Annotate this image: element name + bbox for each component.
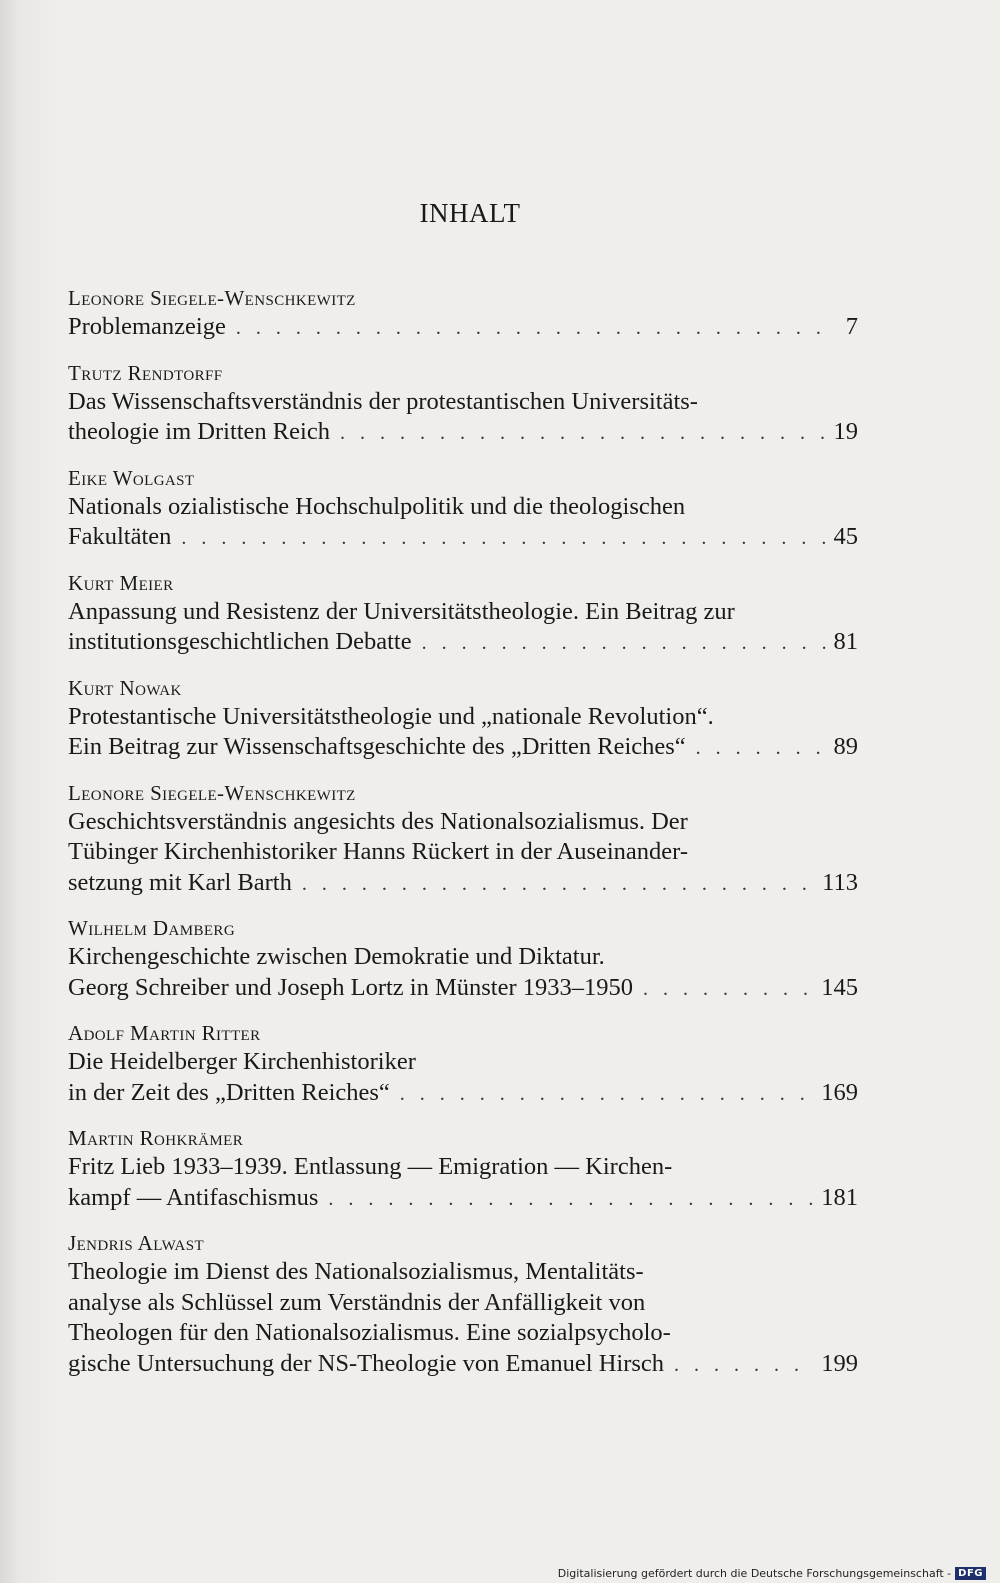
entry-title-text: Problemanzeige — [68, 313, 226, 340]
page-number: 113 — [822, 868, 858, 896]
entry-title-line: Das Wissenschaftsverständnis der protestantischen Universitäts- — [68, 387, 698, 415]
table-of-contents — [68, 284, 858, 1395]
toc-entry — [68, 914, 858, 1004]
entry-title-line: Theologen für den Nationalsozialismus. Eine sozialpsycholo- — [68, 1319, 671, 1346]
entry-author: Kurt Meier — [68, 570, 174, 595]
entry-title-text: Georg Schreiber und Joseph Lortz in Münster 1933–1950 — [68, 973, 633, 1001]
entry-last-line[interactable] — [68, 312, 858, 344]
entry-author: Martin Rohkrämer — [68, 1126, 244, 1150]
entry-title-line: Tübinger Kirchenhistoriker Hanns Rückert in der Auseinander- — [68, 838, 688, 865]
entry-title-text: theologie im Dritten Reich — [68, 418, 330, 445]
toc-entry — [68, 779, 858, 900]
page-number: 145 — [821, 973, 858, 1001]
entry-title-line: Anpassung und Resistenz der Universitätstheologie. Ein Beitrag zur — [68, 597, 735, 625]
entry-author: Adolf Martin Ritter — [68, 1021, 261, 1045]
entry-last-line[interactable] — [68, 1183, 858, 1215]
dot-leader — [696, 733, 828, 764]
dot-leader — [422, 628, 828, 659]
page-title: INHALT — [419, 198, 521, 228]
entry-last-line[interactable] — [68, 417, 858, 449]
dot-leader — [340, 418, 828, 449]
toc-entry — [68, 1229, 858, 1380]
entry-author: Leonore Siegele-Wenschkewitz — [68, 286, 356, 310]
toc-entry — [68, 569, 858, 659]
entry-last-line[interactable] — [68, 868, 858, 900]
entry-last-line[interactable] — [68, 1078, 858, 1110]
dot-leader — [643, 974, 815, 1005]
entry-author: Wilhelm Damberg — [68, 916, 236, 940]
toc-entry — [68, 359, 858, 449]
entry-title-text: setzung mit Karl Barth — [68, 868, 292, 896]
page-number: 7 — [845, 313, 858, 340]
page-number: 45 — [833, 523, 858, 550]
dot-leader — [302, 869, 816, 900]
entry-title-text: institutionsgeschichtlichen Debatte — [68, 628, 412, 655]
entry-last-line[interactable] — [68, 1349, 858, 1381]
entry-title-line: Nationals ozialistische Hochschulpolitik und die theologischen — [68, 492, 686, 520]
entry-last-line[interactable] — [68, 627, 858, 659]
entry-last-line[interactable] — [68, 522, 858, 554]
entry-title-text: Ein Beitrag zur Wissenschaftsgeschichte des „Dritten Reiches“ — [68, 733, 686, 760]
dfg-logo: DFG — [955, 1567, 986, 1580]
digitization-footer — [558, 1567, 986, 1580]
entry-author: Jendris Alwast — [68, 1231, 205, 1255]
entry-title-line: Geschichtsverständnis angesichts des Nationalsozialismus. Der — [68, 807, 688, 835]
entry-author: Leonore Siegele-Wenschkewitz — [68, 780, 356, 805]
toc-entry — [68, 464, 858, 554]
entry-title-line: Die Heidelberger Kirchenhistoriker — [68, 1048, 416, 1075]
dot-leader — [181, 523, 827, 554]
footer-text: Digitalisierung gefördert durch die Deutsche Forschungsgemeinschaft - — [557, 1567, 952, 1580]
dot-leader — [328, 1184, 815, 1215]
entry-author: Kurt Nowak — [68, 675, 182, 700]
page-number: 89 — [833, 733, 858, 760]
entry-title-text: gische Untersuchung der NS-Theologie von Emanuel Hirsch — [68, 1349, 665, 1377]
dot-leader — [674, 1350, 815, 1381]
entry-title-line: Fritz Lieb 1933–1939. Entlassung — Emigration — Kirchen- — [68, 1153, 673, 1180]
entry-title-text: kampf — Antifaschismus — [68, 1183, 319, 1211]
entry-title-line: Kirchengeschichte zwischen Demokratie und Diktatur. — [68, 943, 605, 970]
entry-last-line[interactable] — [68, 732, 858, 764]
entry-author: Eike Wolgast — [68, 465, 195, 490]
toc-entry — [68, 1019, 858, 1109]
entry-title-line: analyse als Schlüssel zum Verständnis der Anfälligkeit von — [68, 1288, 646, 1316]
page-number: 181 — [821, 1183, 858, 1211]
dot-leader — [400, 1079, 815, 1110]
entry-title-text: Fakultäten — [68, 523, 172, 550]
page-number: 19 — [833, 418, 858, 445]
entry-title-line: Theologie im Dienst des Nationalsozialismus, Mentalitäts- — [68, 1258, 644, 1285]
entry-title-line: Protestantische Universitätstheologie und „nationale Revolution“. — [68, 702, 714, 730]
entry-last-line[interactable] — [68, 973, 858, 1005]
page-number: 81 — [833, 628, 858, 655]
toc-entry — [68, 674, 858, 764]
page-number: 199 — [821, 1349, 858, 1377]
dot-leader — [236, 313, 834, 344]
entry-author: Trutz Rendtorff — [68, 360, 223, 385]
toc-entry — [68, 284, 858, 344]
entry-title-text: in der Zeit des „Dritten Reiches“ — [68, 1078, 390, 1106]
toc-entry — [68, 1124, 858, 1214]
page-number: 169 — [821, 1078, 858, 1106]
